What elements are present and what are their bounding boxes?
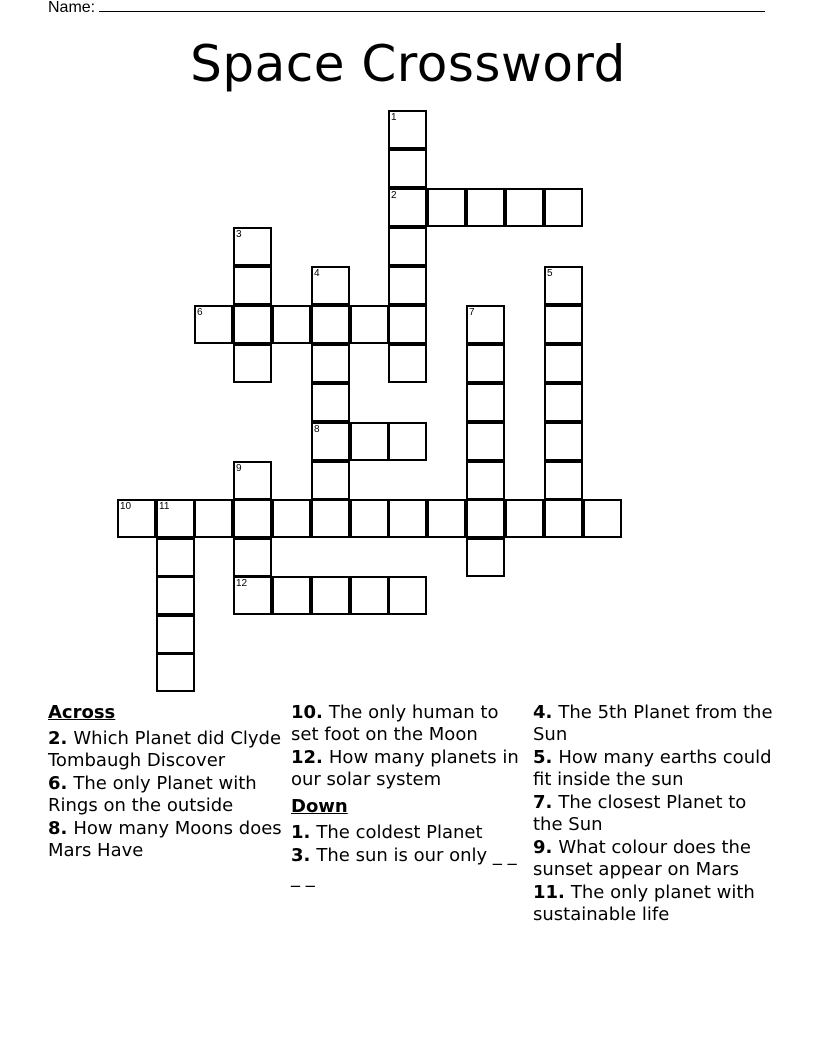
crossword-cell[interactable] [350,422,389,461]
cell-number: 3 [236,229,242,240]
crossword-cell[interactable] [233,461,272,500]
crossword-cell[interactable] [466,188,505,227]
crossword-cell[interactable] [194,499,233,538]
crossword-cell[interactable] [427,499,466,538]
crossword-cell[interactable] [311,422,350,461]
crossword-cell[interactable] [272,499,311,538]
clue-across-8 [48,818,288,862]
crossword-cell[interactable] [233,305,272,344]
crossword-cell[interactable] [388,344,427,383]
clue-across-12 [291,747,531,791]
clue-text: What colour does the sunset appear on Mars [533,837,751,880]
clue-number: 10. [291,702,323,723]
clue-number: 9. [533,837,553,858]
cell-number: 10 [120,501,132,512]
crossword-cell[interactable] [388,227,427,266]
clue-across-2 [48,728,288,772]
clue-text: How many Moons does Mars Have [48,818,282,861]
crossword-cell[interactable] [388,188,427,227]
crossword-cell[interactable] [156,576,195,615]
across-heading: Across [48,702,116,723]
crossword-cell[interactable] [466,344,505,383]
crossword-cell[interactable] [544,266,583,305]
cell-number: 5 [547,268,553,279]
cell-number: 2 [391,190,397,201]
crossword-cell[interactable] [544,422,583,461]
clue-number: 6. [48,773,68,794]
clue-number: 3. [291,845,311,866]
page-title: Space Crossword [190,35,626,93]
crossword-cell[interactable] [233,576,272,615]
clue-down-3 [291,845,531,889]
crossword-cell[interactable] [544,344,583,383]
crossword-cell[interactable] [544,383,583,422]
clue-text: The coldest Planet [316,822,483,843]
crossword-cell[interactable] [350,305,389,344]
clue-number: 8. [48,818,68,839]
crossword-cell[interactable] [350,576,389,615]
clue-number: 2. [48,728,68,749]
cell-number: 7 [469,307,475,318]
clue-number: 11. [533,882,565,903]
crossword-cell[interactable] [311,344,350,383]
crossword-cell[interactable] [544,461,583,500]
clue-text: Which Planet did Clyde Tombaugh Discover [48,728,282,771]
clue-across-10 [291,702,531,746]
cell-number: 1 [391,112,397,123]
cell-number: 8 [314,424,320,435]
crossword-cell[interactable] [466,383,505,422]
crossword-cell[interactable] [388,305,427,344]
cell-number: 6 [197,307,203,318]
crossword-cell[interactable] [233,227,272,266]
crossword-cell[interactable] [544,188,583,227]
clue-text: The closest Planet to the Sun [533,792,747,835]
crossword-cell[interactable] [388,499,427,538]
cell-number: 12 [236,578,248,589]
clue-text: The only planet with sustainable life [533,882,755,925]
clue-number: 7. [533,792,553,813]
crossword-cell[interactable] [156,499,195,538]
crossword-cell[interactable] [233,538,272,577]
crossword-cell[interactable] [388,149,427,188]
crossword-cell[interactable] [466,499,505,538]
name-label: Name: [48,0,96,16]
clue-text: The only Planet with Rings on the outside [48,773,257,816]
clue-text: How many planets in our solar system [291,747,519,790]
crossword-cell[interactable] [466,461,505,500]
clue-across-6 [48,773,288,817]
crossword-cell[interactable] [311,461,350,500]
clue-down-1 [291,822,531,844]
crossword-cell[interactable] [233,344,272,383]
crossword-cell[interactable] [388,422,427,461]
clue-number: 5. [533,747,553,768]
crossword-cell[interactable] [311,499,350,538]
crossword-cell[interactable] [233,266,272,305]
crossword-cell[interactable] [350,499,389,538]
clue-column-2 [291,702,531,890]
clue-down-4 [533,702,773,746]
clue-text: The 5th Planet from the Sun [533,702,773,745]
crossword-cell[interactable] [427,188,466,227]
cell-number: 9 [236,463,242,474]
clue-text: The only human to set foot on the Moon [291,702,499,745]
crossword-cell[interactable] [466,422,505,461]
crossword-cell[interactable] [311,383,350,422]
crossword-cell[interactable] [311,576,350,615]
crossword-cell[interactable] [583,499,622,538]
crossword-cell[interactable] [272,305,311,344]
clue-text: The sun is our only _ _ _ _ [291,845,517,888]
crossword-cell[interactable] [505,188,544,227]
crossword-cell[interactable] [388,576,427,615]
crossword-cell[interactable] [466,538,505,577]
crossword-cell[interactable] [311,266,350,305]
crossword-cell[interactable] [466,305,505,344]
crossword-cell[interactable] [505,499,544,538]
cell-number: 11 [159,501,170,512]
clue-down-5 [533,747,773,791]
crossword-cell[interactable] [156,653,195,692]
clue-column-3 [533,702,773,927]
cell-number: 4 [314,268,320,279]
crossword-cell[interactable] [117,499,156,538]
clue-text: How many earths could fit inside the sun [533,747,772,790]
crossword-cell[interactable] [194,305,233,344]
crossword-cell[interactable] [544,305,583,344]
clue-number: 12. [291,747,323,768]
clue-down-7 [533,792,773,836]
crossword-cell[interactable] [233,499,272,538]
crossword-cell[interactable] [156,615,195,654]
crossword-cell[interactable] [311,305,350,344]
crossword-cell[interactable] [388,266,427,305]
crossword-cell[interactable] [156,538,195,577]
clue-number: 1. [291,822,311,843]
clue-down-11 [533,882,773,926]
clue-down-9 [533,837,773,881]
crossword-cell[interactable] [272,576,311,615]
crossword-cell[interactable] [544,499,583,538]
clue-number: 4. [533,702,553,723]
clue-column-1 [48,702,288,863]
down-heading: Down [291,796,348,817]
crossword-cell[interactable] [388,110,427,149]
